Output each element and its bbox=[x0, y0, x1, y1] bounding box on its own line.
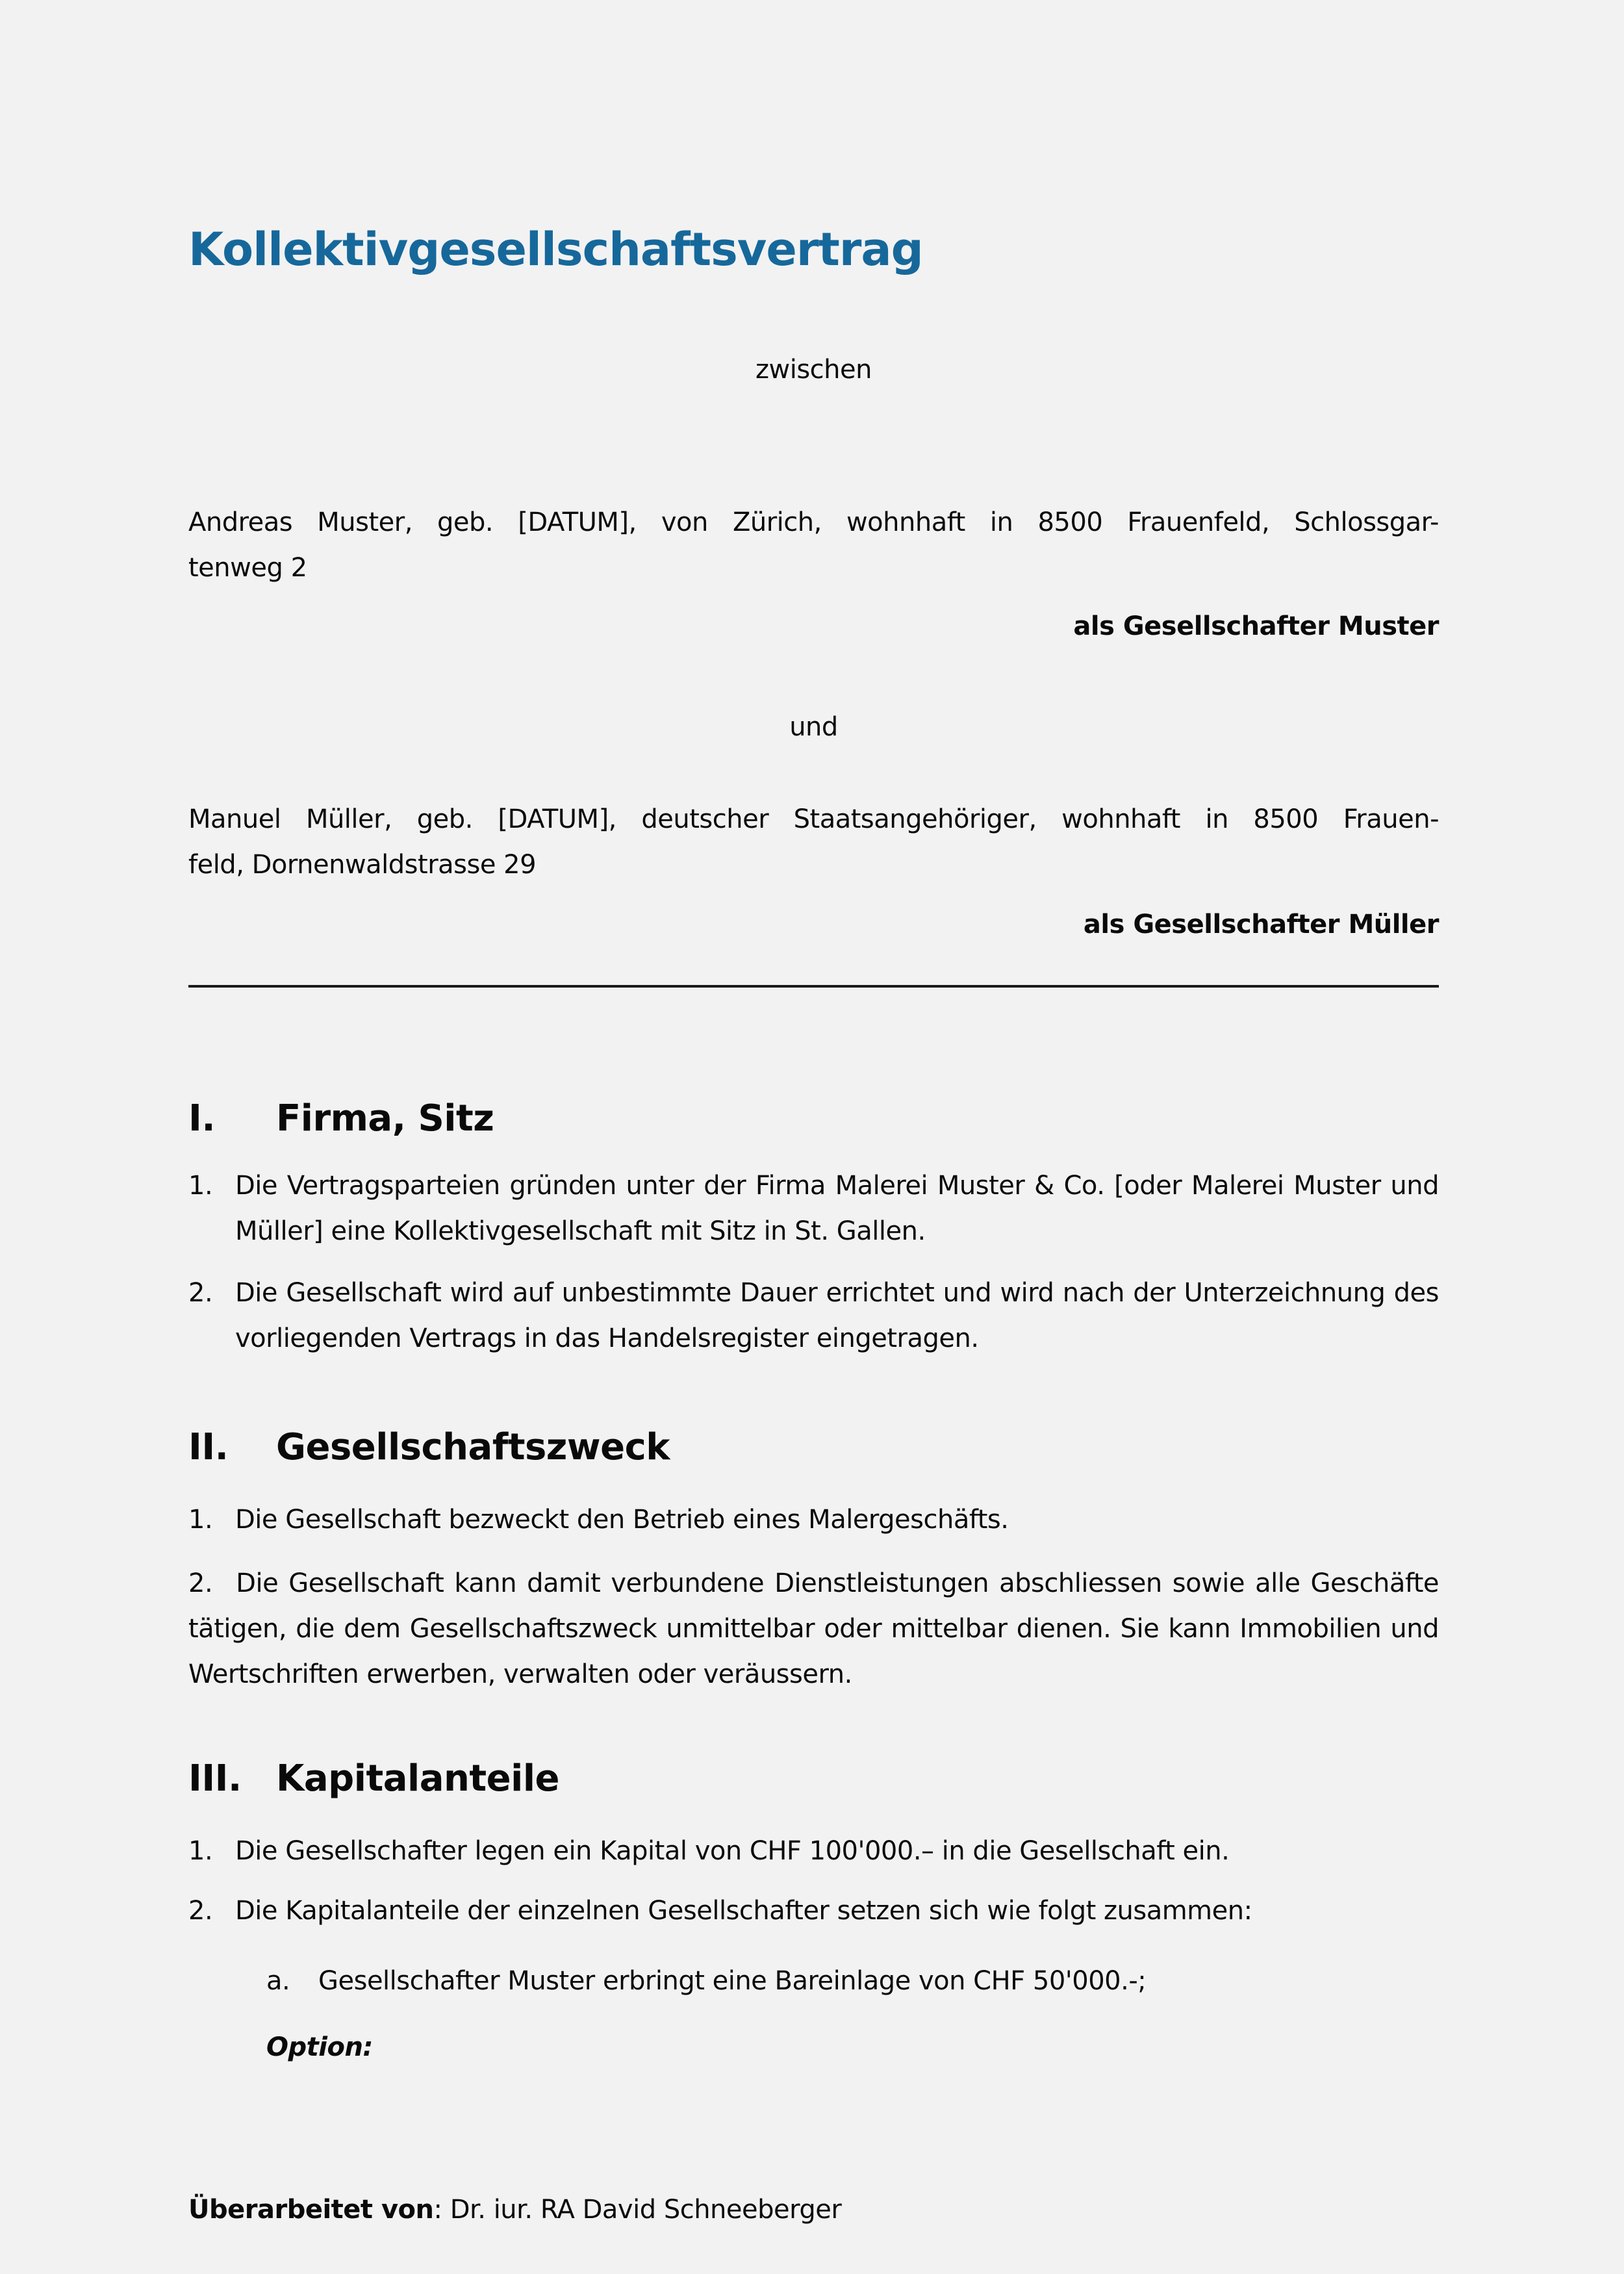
item-text-line: Müller] eine Kollektivgesellschaft mit Sitz in St. Gallen. bbox=[235, 1216, 926, 1246]
sub-list-item bbox=[188, 1958, 1439, 2004]
section-1-number: I. bbox=[188, 1097, 216, 1140]
list-item bbox=[188, 1828, 1439, 1874]
item-number: 2. bbox=[188, 1896, 213, 1926]
document-title: Kollektivgesellschaftsvertrag bbox=[188, 223, 923, 276]
option-label: Option: bbox=[266, 2032, 373, 2062]
item-text-line: vorliegenden Vertrags in das Handelsregister eingetragen. bbox=[235, 1323, 979, 1353]
footer-text: : Dr. iur. RA David Schneeberger bbox=[433, 2195, 842, 2225]
party-2-paragraph bbox=[188, 797, 1439, 888]
item-text: Die Gesellschaft kann damit verbundene Dienstleistungen abschliessen sowie alle Geschäfte bbox=[236, 1568, 1439, 1598]
subitem-letter: a. bbox=[266, 1966, 290, 1996]
item-text-line: Die Gesellschaft bezweckt den Betrieb eines Malergeschäfts. bbox=[235, 1505, 1009, 1535]
section-3-number: III. bbox=[188, 1757, 242, 1800]
list-item bbox=[188, 1888, 1439, 1934]
section-1-title: Firma, Sitz bbox=[276, 1097, 494, 1140]
item-text-line: Die Gesellschaft wird auf unbestimmte Dauer errichtet und wird nach der Unterzeichnung des bbox=[235, 1278, 1439, 1308]
party-2-line-2: feld, Dornenwaldstrasse 29 bbox=[188, 850, 537, 880]
item-text-line: Die Kapitalanteile der einzelnen Gesellschafter setzen sich wie folgt zusammen: bbox=[235, 1896, 1252, 1926]
party-1-line-2: tenweg 2 bbox=[188, 553, 307, 583]
party-1-role: als Gesellschafter Muster bbox=[1073, 611, 1439, 641]
item-text-line: tätigen, die dem Gesellschaftszweck unmittelbar oder mittelbar dienen. Sie kann Immobilien und bbox=[188, 1614, 1439, 1644]
section-2-number: II. bbox=[188, 1426, 229, 1468]
item-text-line: Die Gesellschafter legen ein Kapital von CHF 100'000.– in die Gesellschaft ein. bbox=[235, 1836, 1230, 1866]
list-item bbox=[188, 1270, 1439, 1361]
party-2-role: als Gesellschafter Müller bbox=[1083, 910, 1439, 939]
section-2-title: Gesellschaftszweck bbox=[276, 1426, 670, 1468]
list-item bbox=[188, 1163, 1439, 1254]
between-label: zwischen bbox=[755, 355, 872, 385]
section-3-title: Kapitalanteile bbox=[276, 1757, 559, 1800]
item-number: 1. bbox=[188, 1836, 213, 1866]
list-item-fullwidth bbox=[188, 1561, 1439, 1697]
section-2-heading bbox=[188, 1423, 1439, 1472]
subitem-text: Gesellschafter Muster erbringt eine Bareinlage von CHF 50'000.-; bbox=[318, 1966, 1147, 1996]
party-1-paragraph bbox=[188, 500, 1439, 591]
item-text-line bbox=[188, 1561, 1439, 1606]
section-1-heading bbox=[188, 1094, 1439, 1143]
item-text-line: Wertschriften erwerben, verwalten oder veräussern. bbox=[188, 1659, 852, 1689]
horizontal-rule bbox=[188, 985, 1439, 988]
item-text-line: Die Vertragsparteien gründen unter der Firma Malerei Muster & Co. [oder Malerei Muster und bbox=[235, 1171, 1439, 1201]
party-1-line-1: Andreas Muster, geb. [DATUM], von Zürich, wohnhaft in 8500 Frauenfeld, Schlossgar- bbox=[188, 507, 1439, 537]
item-number: 1. bbox=[188, 1505, 213, 1535]
item-number: 2. bbox=[188, 1278, 213, 1308]
footer-credit bbox=[188, 2187, 1439, 2232]
section-3-heading bbox=[188, 1754, 1439, 1804]
list-item bbox=[188, 1497, 1439, 1542]
item-number: 1. bbox=[188, 1171, 213, 1201]
and-label: und bbox=[789, 712, 838, 742]
footer-label: Überarbeitet von bbox=[188, 2195, 434, 2225]
party-2-line-1: Manuel Müller, geb. [DATUM], deutscher Staatsangehöriger, wohnhaft in 8500 Frauen- bbox=[188, 804, 1439, 834]
item-number: 2. bbox=[188, 1568, 213, 1598]
